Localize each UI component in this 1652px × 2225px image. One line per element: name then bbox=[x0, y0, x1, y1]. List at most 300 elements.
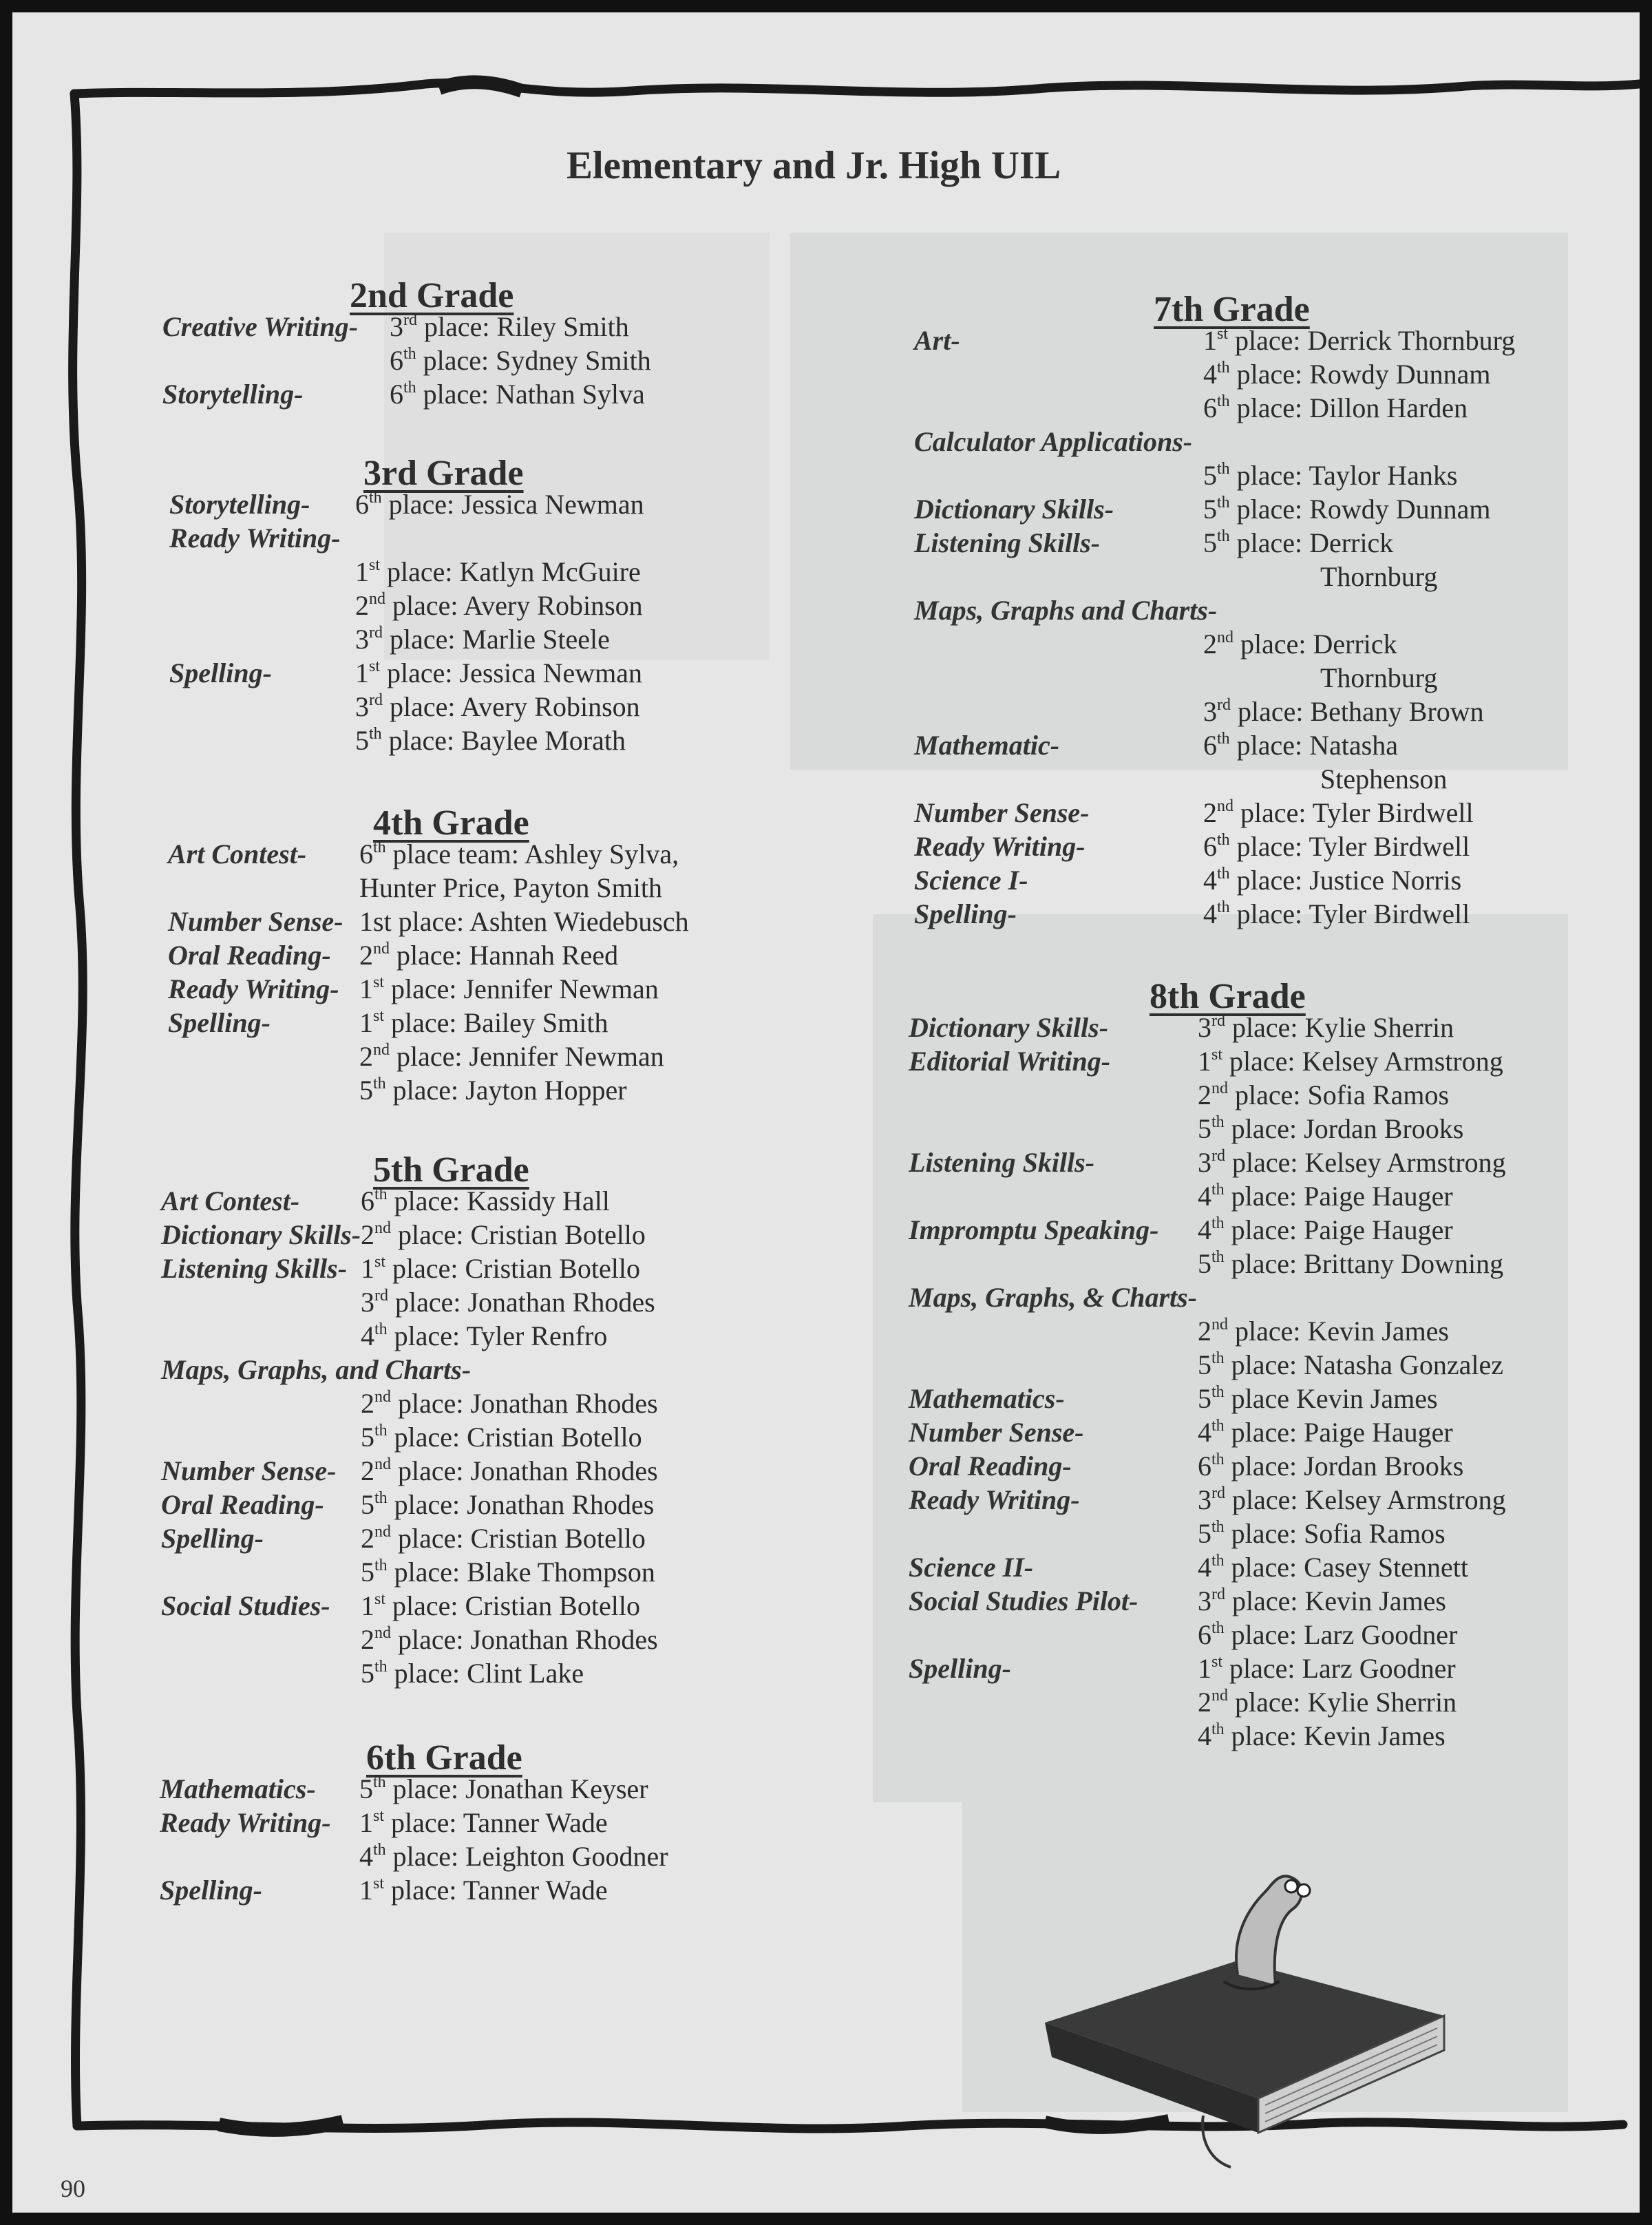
place-text: place: Kelsey Armstrong bbox=[1222, 1046, 1503, 1077]
place-text: place: Rowdy Dunnam bbox=[1229, 359, 1491, 390]
event-name: Storytelling- bbox=[169, 489, 310, 520]
place-text: place: Tanner Wade bbox=[384, 1807, 608, 1838]
place-number: 6 bbox=[1203, 730, 1217, 761]
place-text: place: Riley Smith bbox=[417, 311, 629, 342]
event-name: Science II- bbox=[909, 1552, 1034, 1583]
place-text: place: Avery Robinson bbox=[385, 590, 643, 621]
placement bbox=[355, 555, 641, 589]
placement bbox=[1198, 1517, 1446, 1550]
place-ordinal: th bbox=[373, 1075, 386, 1093]
placement bbox=[1320, 762, 1447, 796]
place-number: 5 bbox=[1198, 1248, 1211, 1279]
event-name: Calculator Applications- bbox=[914, 426, 1193, 457]
place-text: place: Larz Goodner bbox=[1222, 1653, 1456, 1684]
place-number: 2 bbox=[359, 1041, 373, 1072]
placement bbox=[1203, 357, 1490, 391]
place-ordinal: nd bbox=[374, 1624, 391, 1642]
placement bbox=[1198, 1348, 1503, 1382]
place-ordinal: rd bbox=[369, 624, 383, 642]
placement bbox=[361, 1589, 640, 1623]
place-text: place: Paige Hauger bbox=[1224, 1214, 1453, 1245]
event-name: Spelling- bbox=[169, 657, 272, 688]
place-ordinal: nd bbox=[1211, 1687, 1228, 1705]
event-name: Spelling- bbox=[168, 1007, 271, 1038]
place-number: 3 bbox=[390, 311, 403, 342]
place-number: 5 bbox=[1203, 460, 1217, 491]
event-name: Number Sense- bbox=[909, 1417, 1084, 1448]
place-ordinal: rd bbox=[1211, 1147, 1225, 1165]
place-text: place: Jennifer Newman bbox=[390, 1041, 664, 1072]
event-name: Spelling- bbox=[914, 898, 1017, 929]
event-name: Impromptu Speaking- bbox=[909, 1214, 1159, 1245]
place-ordinal: th bbox=[374, 1320, 388, 1338]
placement bbox=[1198, 1584, 1446, 1618]
place-text: place: Kylie Sherrin bbox=[1228, 1687, 1457, 1718]
place-number: 5 bbox=[359, 1773, 373, 1804]
event-name: Social Studies- bbox=[161, 1590, 330, 1621]
place-ordinal: nd bbox=[374, 1219, 391, 1237]
place-ordinal: st bbox=[1217, 325, 1229, 343]
grade-heading: 5th Grade bbox=[373, 1150, 529, 1190]
place-number: 3 bbox=[1198, 1484, 1211, 1515]
placement bbox=[359, 972, 659, 1006]
grade-heading: 3rd Grade bbox=[363, 454, 524, 493]
place-text: place: Leighton Goodner bbox=[385, 1841, 668, 1872]
place-number: 4 bbox=[1198, 1720, 1211, 1751]
place-ordinal: th bbox=[1217, 359, 1230, 377]
place-text: place: Cristian Botello bbox=[387, 1422, 642, 1453]
placement bbox=[359, 1772, 648, 1806]
place-ordinal: th bbox=[1211, 1248, 1225, 1266]
place-number: 5 bbox=[361, 1489, 374, 1520]
place-number: 3 bbox=[1198, 1012, 1211, 1043]
placement bbox=[361, 1218, 646, 1252]
placement bbox=[355, 589, 643, 622]
event-name: Storytelling- bbox=[162, 379, 304, 410]
place-ordinal: th bbox=[1217, 527, 1230, 545]
place-ordinal: st bbox=[369, 556, 381, 574]
place-ordinal: th bbox=[1211, 1181, 1225, 1199]
place-text: place team: Ashley Sylva, bbox=[385, 839, 679, 869]
place-number: 2 bbox=[355, 590, 369, 621]
placement bbox=[359, 1806, 608, 1839]
place-ordinal: th bbox=[374, 1422, 388, 1440]
place-number: 6 bbox=[1198, 1619, 1211, 1650]
place-text: place: Kelsey Armstrong bbox=[1225, 1147, 1506, 1178]
place-text: Stephenson bbox=[1320, 763, 1448, 794]
placement bbox=[1198, 1550, 1468, 1584]
place-text: place: Tyler Birdwell bbox=[1229, 831, 1470, 862]
place-ordinal: th bbox=[1211, 1417, 1225, 1435]
placement bbox=[1203, 526, 1393, 560]
placement bbox=[355, 656, 642, 690]
place-number: 4 bbox=[1203, 359, 1217, 390]
place-number: 3 bbox=[361, 1287, 374, 1318]
place-text: place: Marlie Steele bbox=[383, 624, 610, 655]
place-number: 1 bbox=[359, 1875, 373, 1906]
place-ordinal: th bbox=[1217, 898, 1230, 916]
place-number: 5 bbox=[361, 1658, 374, 1689]
placement bbox=[361, 1623, 658, 1656]
place-number: 1 bbox=[359, 1007, 373, 1038]
place-text: place: Kevin James bbox=[1225, 1585, 1446, 1616]
place-number: 1 bbox=[1203, 325, 1217, 356]
event-name: Art Contest- bbox=[168, 839, 307, 869]
placement bbox=[1198, 1179, 1453, 1213]
place-ordinal: th bbox=[373, 839, 386, 856]
place-number: 4 bbox=[1198, 1181, 1211, 1212]
event-name: Science I- bbox=[914, 865, 1028, 896]
page-title: Elementary and Jr. High UIL bbox=[566, 144, 1061, 187]
place-number: 1 bbox=[1198, 1046, 1211, 1077]
place-ordinal: st bbox=[373, 1007, 385, 1025]
place-number: 2 bbox=[359, 940, 373, 971]
placement bbox=[361, 1555, 655, 1589]
place-ordinal: th bbox=[369, 725, 382, 743]
placement bbox=[1198, 1618, 1457, 1652]
place-text: place: Kevin James bbox=[1224, 1720, 1446, 1751]
place-number: 3 bbox=[355, 624, 369, 655]
place-ordinal: rd bbox=[374, 1287, 388, 1305]
place-text: place: Tanner Wade bbox=[384, 1875, 608, 1906]
place-ordinal: th bbox=[1211, 1451, 1225, 1468]
place-text: place: Derrick Thornburg bbox=[1228, 325, 1516, 356]
placement bbox=[361, 1285, 655, 1319]
place-number: 2 bbox=[1203, 797, 1217, 828]
place-ordinal: th bbox=[374, 1557, 388, 1574]
placement bbox=[359, 1006, 608, 1040]
place-number: 5 bbox=[1203, 494, 1217, 525]
placement bbox=[361, 1386, 658, 1420]
yearbook-page bbox=[12, 12, 1640, 2213]
event-name: Listening Skills- bbox=[909, 1147, 1095, 1178]
placement bbox=[361, 1488, 654, 1521]
placement bbox=[355, 487, 644, 521]
place-number: 5 bbox=[359, 1075, 373, 1106]
place-number: 1 bbox=[355, 556, 369, 587]
place-ordinal: rd bbox=[1217, 696, 1231, 714]
placement bbox=[359, 1839, 668, 1873]
placement bbox=[1198, 1382, 1438, 1415]
placement bbox=[1203, 324, 1515, 357]
place-number: 4 bbox=[1198, 1417, 1211, 1448]
event-name: Listening Skills- bbox=[914, 527, 1101, 558]
event-name: Oral Reading- bbox=[161, 1489, 324, 1520]
place-ordinal: th bbox=[1211, 1720, 1225, 1738]
place-ordinal: nd bbox=[373, 940, 390, 958]
place-number: 4 bbox=[361, 1320, 374, 1351]
placement bbox=[361, 1656, 584, 1690]
place-number: 1 bbox=[361, 1590, 374, 1621]
place-number: 1 bbox=[361, 1253, 374, 1284]
placement bbox=[1198, 1719, 1446, 1753]
placement bbox=[361, 1454, 658, 1488]
place-ordinal: nd bbox=[373, 1041, 390, 1059]
place-ordinal: rd bbox=[1211, 1012, 1225, 1030]
event-name: Number Sense- bbox=[914, 797, 1090, 828]
event-name: Spelling- bbox=[160, 1875, 262, 1906]
place-number: 2 bbox=[361, 1219, 374, 1250]
place-text: Hunter Price, Payton Smith bbox=[359, 872, 662, 903]
placement bbox=[1203, 627, 1397, 661]
place-ordinal: th bbox=[1211, 1113, 1225, 1131]
event-name: Number Sense- bbox=[161, 1455, 337, 1486]
event-name: Ready Writing- bbox=[909, 1484, 1080, 1515]
place-ordinal: th bbox=[374, 1658, 388, 1676]
place-ordinal: th bbox=[1217, 730, 1230, 748]
place-text: place: Paige Hauger bbox=[1224, 1417, 1453, 1448]
place-ordinal: th bbox=[1211, 1383, 1225, 1401]
place-ordinal: st bbox=[374, 1590, 386, 1608]
placement bbox=[359, 1040, 664, 1073]
place-text: place: Jonathan Rhodes bbox=[391, 1624, 658, 1655]
place-number: 6 bbox=[361, 1185, 374, 1216]
place-text: place: Jennifer Newman bbox=[384, 973, 659, 1004]
event-name: Dictionary Skills- bbox=[909, 1012, 1109, 1043]
place-number: 4 bbox=[1203, 898, 1217, 929]
place-ordinal: rd bbox=[1211, 1585, 1225, 1603]
event-name: Social Studies Pilot- bbox=[909, 1585, 1139, 1616]
place-number: 5 bbox=[1198, 1349, 1211, 1380]
place-ordinal: th bbox=[403, 345, 416, 363]
place-ordinal: th bbox=[1217, 494, 1230, 512]
placement bbox=[1203, 728, 1398, 762]
place-text: place: Jonathan Rhodes bbox=[387, 1489, 655, 1520]
place-ordinal: th bbox=[1217, 460, 1230, 478]
event-name: Maps, Graphs and Charts- bbox=[914, 595, 1218, 626]
place-text: place: Justice Norris bbox=[1229, 865, 1462, 896]
place-number: 2 bbox=[1198, 1687, 1211, 1718]
place-number: 6 bbox=[390, 345, 403, 376]
place-text: place: Sydney Smith bbox=[416, 345, 651, 376]
place-ordinal: th bbox=[373, 1773, 386, 1791]
place-text: place: Jayton Hopper bbox=[385, 1075, 627, 1106]
placement bbox=[359, 871, 662, 905]
place-ordinal: nd bbox=[1217, 797, 1233, 815]
placement bbox=[1203, 492, 1490, 526]
place-text: place: Cristian Botello bbox=[391, 1523, 646, 1554]
place-number: 3 bbox=[1198, 1147, 1211, 1178]
grade-heading: 6th Grade bbox=[366, 1738, 522, 1778]
place-text: place: Natasha Gonzalez bbox=[1224, 1349, 1504, 1380]
place-text: place: Bailey Smith bbox=[384, 1007, 608, 1038]
place-text: Thornburg bbox=[1320, 561, 1438, 592]
place-number: 5 bbox=[355, 725, 369, 756]
event-name: Dictionary Skills- bbox=[161, 1219, 361, 1250]
grade-heading: 7th Grade bbox=[1154, 290, 1310, 329]
event-name: Dictionary Skills- bbox=[914, 494, 1114, 525]
placement bbox=[1198, 1213, 1453, 1247]
event-name: Maps, Graphs, and Charts- bbox=[161, 1354, 472, 1385]
place-text: place: Bethany Brown bbox=[1231, 696, 1484, 727]
placement bbox=[1320, 661, 1437, 695]
place-ordinal: th bbox=[1211, 1214, 1225, 1232]
place-ordinal: th bbox=[1211, 1552, 1225, 1570]
place-number: 4 bbox=[1198, 1552, 1211, 1583]
event-name: Oral Reading- bbox=[909, 1451, 1072, 1481]
event-name: Ready Writing- bbox=[169, 523, 341, 553]
place-text: place: Clint Lake bbox=[387, 1658, 584, 1689]
place-ordinal: st bbox=[373, 1807, 385, 1825]
place-text: place: Nathan Sylva bbox=[416, 379, 645, 410]
place-ordinal: nd bbox=[374, 1523, 391, 1541]
place-ordinal: rd bbox=[369, 691, 383, 709]
place-ordinal: nd bbox=[369, 590, 385, 608]
event-name: Art- bbox=[914, 325, 960, 356]
place-ordinal: th bbox=[1217, 831, 1230, 849]
place-number: 3 bbox=[1203, 696, 1217, 727]
place-ordinal: th bbox=[1217, 392, 1230, 410]
place-text: place: Jonathan Keyser bbox=[385, 1773, 648, 1804]
place-number: 2 bbox=[1198, 1079, 1211, 1110]
placement bbox=[359, 837, 679, 871]
place-text: place: Sofia Ramos bbox=[1224, 1518, 1446, 1549]
place-number: 5 bbox=[1203, 527, 1217, 558]
place-text: place: Kassidy Hall bbox=[387, 1185, 610, 1216]
place-ordinal: th bbox=[374, 1489, 388, 1507]
place-text: place: Cristian Botello bbox=[385, 1253, 640, 1284]
placement bbox=[1198, 1112, 1463, 1146]
place-ordinal: th bbox=[1211, 1619, 1225, 1637]
place-text: place: Tyler Birdwell bbox=[1233, 797, 1474, 828]
place-text: 1st place: Ashten Wiedebusch bbox=[359, 906, 689, 937]
placement bbox=[1203, 863, 1461, 897]
placement bbox=[361, 1184, 610, 1218]
placement bbox=[359, 905, 689, 938]
grade-heading: 8th Grade bbox=[1150, 977, 1306, 1016]
placement bbox=[1198, 1044, 1503, 1078]
place-number: 6 bbox=[1198, 1451, 1211, 1481]
place-ordinal: nd bbox=[1217, 629, 1233, 646]
place-text: place: Taylor Hanks bbox=[1229, 460, 1458, 491]
page-number: 90 bbox=[61, 2175, 85, 2202]
event-name: Mathematics- bbox=[909, 1383, 1065, 1414]
place-text: place: Kylie Sherrin bbox=[1225, 1012, 1454, 1043]
placement bbox=[1198, 1685, 1457, 1719]
placement bbox=[1203, 391, 1468, 425]
event-name: Editorial Writing- bbox=[909, 1046, 1111, 1077]
event-name: Art Contest- bbox=[161, 1185, 300, 1216]
place-number: 5 bbox=[1198, 1518, 1211, 1549]
place-number: 1 bbox=[1198, 1653, 1211, 1684]
placement bbox=[1203, 796, 1474, 830]
place-text: place: Jordan Brooks bbox=[1224, 1451, 1464, 1481]
place-number: 2 bbox=[1198, 1316, 1211, 1347]
place-text: place: Jonathan Rhodes bbox=[388, 1287, 655, 1318]
place-number: 1 bbox=[359, 973, 373, 1004]
placement bbox=[390, 377, 645, 411]
place-ordinal: rd bbox=[403, 311, 417, 329]
place-text: place: Jessica Newman bbox=[381, 489, 644, 520]
bookworm-illustration bbox=[1031, 1844, 1554, 2188]
place-ordinal: nd bbox=[374, 1388, 391, 1406]
event-name: Oral Reading- bbox=[168, 940, 331, 971]
place-ordinal: st bbox=[369, 657, 381, 675]
place-ordinal: th bbox=[1217, 865, 1230, 883]
place-text: place Kevin James bbox=[1224, 1383, 1438, 1414]
place-text: place: Paige Hauger bbox=[1224, 1181, 1453, 1212]
place-text: place: Kelsey Armstrong bbox=[1225, 1484, 1506, 1515]
place-number: 6 bbox=[1203, 831, 1217, 862]
placement bbox=[361, 1420, 642, 1454]
place-number: 5 bbox=[1198, 1113, 1211, 1144]
place-ordinal: th bbox=[1211, 1518, 1225, 1536]
placement bbox=[359, 938, 618, 972]
place-text: Thornburg bbox=[1320, 662, 1438, 693]
event-name: Mathematics- bbox=[160, 1773, 316, 1804]
place-text: place: Cristian Botello bbox=[391, 1219, 646, 1250]
placement bbox=[361, 1252, 640, 1285]
place-text: place: Derrick bbox=[1233, 629, 1397, 660]
placement bbox=[359, 1073, 627, 1107]
event-name: Number Sense- bbox=[168, 906, 343, 937]
place-number: 2 bbox=[361, 1624, 374, 1655]
placement bbox=[1198, 1483, 1506, 1517]
place-text: place: Jessica Newman bbox=[380, 657, 642, 688]
placement bbox=[1198, 1146, 1506, 1179]
place-text: place: Derrick bbox=[1229, 527, 1394, 558]
place-ordinal: th bbox=[1211, 1349, 1225, 1367]
place-ordinal: st bbox=[1211, 1046, 1223, 1064]
place-number: 2 bbox=[361, 1455, 374, 1486]
event-name: Mathematic- bbox=[914, 730, 1060, 761]
place-ordinal: nd bbox=[1211, 1316, 1228, 1333]
place-number: 2 bbox=[361, 1388, 374, 1419]
event-name: Ready Writing- bbox=[168, 973, 339, 1004]
place-number: 2 bbox=[1203, 629, 1217, 660]
place-text: place: Tyler Renfro bbox=[387, 1320, 608, 1351]
event-name: Ready Writing- bbox=[160, 1807, 331, 1838]
place-number: 5 bbox=[361, 1557, 374, 1588]
placement bbox=[1198, 1652, 1456, 1685]
place-number: 4 bbox=[1203, 865, 1217, 896]
place-text: place: Brittany Downing bbox=[1224, 1248, 1504, 1279]
placement bbox=[355, 690, 640, 724]
place-ordinal: th bbox=[374, 1185, 388, 1203]
event-name: Listening Skills- bbox=[161, 1253, 348, 1284]
placement bbox=[361, 1319, 607, 1353]
place-number: 6 bbox=[359, 839, 373, 869]
placement bbox=[1203, 830, 1470, 863]
placement bbox=[1198, 1314, 1449, 1348]
place-text: place: Sofia Ramos bbox=[1228, 1079, 1450, 1110]
placement bbox=[1203, 458, 1457, 492]
grade-heading: 4th Grade bbox=[373, 803, 529, 843]
place-text: place: Cristian Botello bbox=[385, 1590, 640, 1621]
place-text: place: Jonathan Rhodes bbox=[391, 1455, 658, 1486]
placement bbox=[1198, 1078, 1449, 1112]
place-ordinal: th bbox=[369, 489, 382, 507]
place-text: place: Hannah Reed bbox=[390, 940, 619, 971]
grade-heading: 2nd Grade bbox=[350, 276, 514, 315]
placement bbox=[390, 344, 651, 377]
place-text: place: Larz Goodner bbox=[1224, 1619, 1458, 1650]
place-text: place: Kevin James bbox=[1228, 1316, 1449, 1347]
place-number: 1 bbox=[355, 657, 369, 688]
place-text: place: Jonathan Rhodes bbox=[391, 1388, 658, 1419]
place-number: 5 bbox=[361, 1422, 374, 1453]
place-ordinal: th bbox=[403, 379, 416, 397]
placement bbox=[361, 1521, 646, 1555]
place-number: 6 bbox=[1203, 392, 1217, 423]
place-ordinal: st bbox=[373, 1875, 385, 1892]
place-number: 3 bbox=[355, 691, 369, 722]
place-ordinal: nd bbox=[1211, 1079, 1228, 1097]
place-number: 4 bbox=[359, 1841, 373, 1872]
place-text: place: Rowdy Dunnam bbox=[1229, 494, 1491, 525]
place-ordinal: th bbox=[373, 1841, 386, 1859]
place-text: place: Tyler Birdwell bbox=[1229, 898, 1470, 929]
